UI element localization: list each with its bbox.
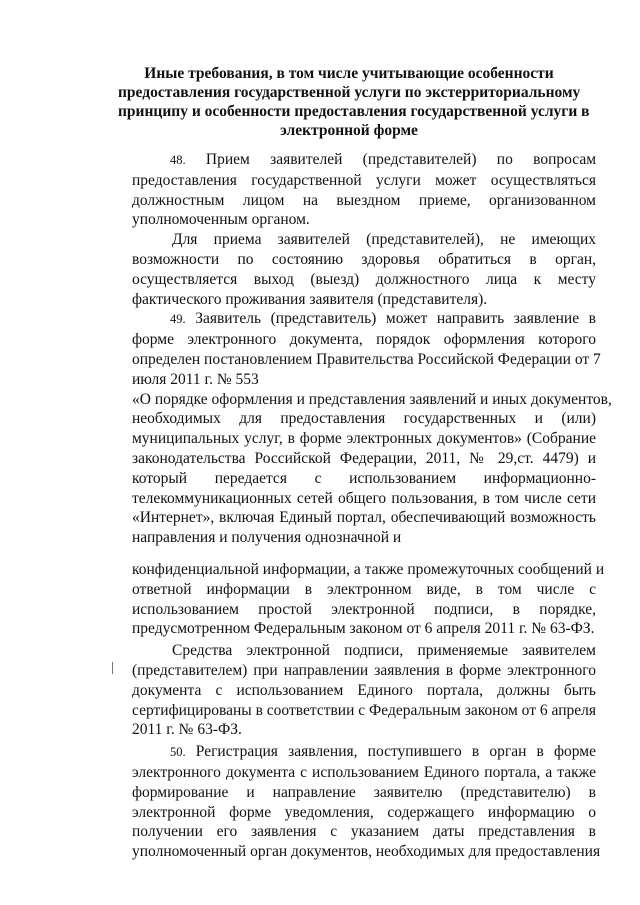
margin-mark <box>112 662 113 674</box>
text-line: Средства электронной подписи, применяемые заявителем <box>172 642 596 660</box>
text-line: электронной форме уведомления, содержащего информацию о <box>132 803 596 821</box>
heading-line: принципу и особенности предоставления государственной услуги в <box>118 103 590 120</box>
text-line: должностным лицом на выездном приеме, организованном <box>132 191 596 209</box>
paragraph-number: 50. <box>170 745 186 760</box>
text-line: который передается с использованием информационно- <box>132 469 596 487</box>
paragraph-49-continued <box>132 641 596 740</box>
text-line: «Интернет», включая Единый портал, обеспечивающий возможность <box>132 509 596 527</box>
text-line: формирование и направление заявителю (представителю) в <box>132 783 596 801</box>
heading-line: Иные требования, в том числе учитывающие особенности <box>144 65 554 82</box>
paragraph-50 <box>132 742 601 862</box>
text-line <box>132 150 596 171</box>
text-line: законодательства Российской Федерации, 2011, № 29,ст. 4479) и <box>132 449 596 467</box>
paragraph-number: 49. <box>170 312 186 327</box>
text-line: возможности по состоянию здоровья обратиться в орган, <box>132 250 596 268</box>
document-body <box>132 150 612 862</box>
text-fragment: Прием заявителей (представителей) по вопросам <box>205 151 597 168</box>
paragraph-48-continued <box>132 230 596 309</box>
text-line: конфиденциальной информации, а также промежуточных сообщений и <box>132 560 605 578</box>
text-line: сертифицированы в соответствии с Федеральным законом от 6 апреля <box>132 701 596 719</box>
text-line: уполномоченный орган документов, необходимых для предоставления <box>132 843 601 861</box>
text-line: предоставления государственной услуги может осуществляться <box>132 171 596 189</box>
text-line: июля 2011 г. № 553 <box>132 370 259 388</box>
paragraph-49 <box>132 309 612 639</box>
text-line: фактического проживания заявителя (представителя). <box>132 290 488 308</box>
paragraph-number: 48. <box>170 153 186 167</box>
text-line: получении его заявления с указанием даты представления в <box>132 823 596 841</box>
heading-line: электронной форме <box>280 122 418 139</box>
text-fragment: Заявитель (представитель) может направить заявление в <box>195 310 596 328</box>
text-line: телекоммуникационных сетей общего пользования, в том числе сети <box>132 489 596 507</box>
text-line: документа с использованием Единого портала, должны быть <box>132 681 596 699</box>
paragraph-48 <box>132 150 596 230</box>
text-line: определен постановлением Правительства Российской Федерации от 7 <box>132 350 601 368</box>
text-line: (представителем) при направлении заявления в форме электронного <box>132 661 596 679</box>
text-fragment: Регистрация заявления, поступившего в орган в форме <box>195 743 597 761</box>
text-line: использованием простой электронной подписи, в порядке, <box>132 600 596 618</box>
text-line: «О порядке оформления и представления заявлений и иных документов, <box>132 390 612 408</box>
text-line: форме электронного документа, порядок оформления которого <box>132 331 596 349</box>
section-heading <box>118 64 590 140</box>
text-line: электронного документа с использованием Единого портала, а также <box>132 763 596 781</box>
text-line: необходимых для предоставления государственных и (или) <box>132 410 596 428</box>
text-line: предусмотренном Федеральным законом от 6 апреля 2011 г. № 63-ФЗ. <box>132 620 595 638</box>
spacer <box>132 548 596 560</box>
text-line: направления и получения однозначной и <box>132 529 402 547</box>
text-line: ответной информации в электронном виде, в том числе с <box>132 580 596 598</box>
text-line: уполномоченным органом. <box>132 211 310 229</box>
heading-line: предоставления государственной услуги по экстерриториальному <box>118 84 581 101</box>
text-line: Для приема заявителей (представителей), не имеющих <box>172 231 596 249</box>
text-line: осуществляется выход (выезд) должностного лица к месту <box>132 270 596 288</box>
text-line <box>132 742 596 763</box>
text-line <box>132 309 596 330</box>
text-line: муниципальных услуг, в форме электронных документов» (Собрание <box>132 430 596 448</box>
text-line: 2011 г. № 63-ФЗ. <box>132 721 242 739</box>
